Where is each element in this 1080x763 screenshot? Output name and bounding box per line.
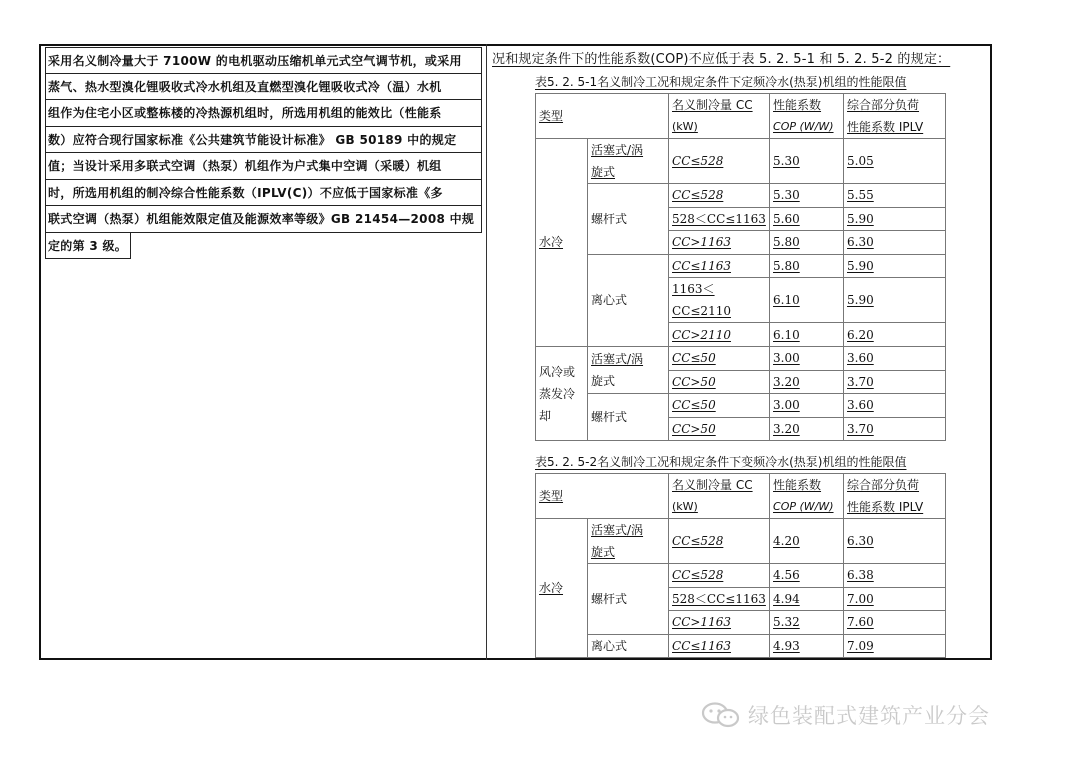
cell-iplv: 6.30 [844,519,946,564]
column-divider [486,44,487,660]
header-iplv: 综合部分负荷 性能系数 IPLV [844,94,946,139]
text-line: 定的第 3 级。 [45,233,131,260]
cell-cc: CC≤1163 [669,634,770,658]
subtype-screw: 螺杆式 [588,184,669,255]
cell-iplv: 7.60 [844,611,946,635]
cell-cc: CC>2110 [669,323,770,347]
cell-cop: 3.20 [770,417,844,441]
cell-iplv: 3.70 [844,417,946,441]
right-heading: 况和规定条件下的性能系数(COP)不应低于表 5. 2. 5-1 和 5. 2. 5-2 的规定： [492,52,951,67]
cell-cop: 5.60 [770,207,844,231]
cell-iplv: 3.70 [844,370,946,394]
cell-cop: 5.32 [770,611,844,635]
subtype-piston: 活塞式/涡 旋式 [588,346,669,393]
cell-iplv: 6.20 [844,323,946,347]
header-iplv: 综合部分负荷 性能系数 IPLV [844,474,946,519]
cell-cop: 5.30 [770,139,844,184]
table2 [535,473,946,658]
cell-cc: CC≤528 [669,139,770,184]
cell-cop: 4.93 [770,634,844,658]
cell-cc: 1163＜CC≤2110 [669,278,770,323]
cell-iplv: 5.90 [844,254,946,278]
text-line: 联式空调（热泵）机组能效限定值及能源效率等级》GB 21454—2008 中规 [45,206,482,233]
cell-iplv: 6.38 [844,564,946,588]
cell-iplv: 5.90 [844,278,946,323]
subtype-piston: 活塞式/涡 旋式 [588,519,669,564]
cell-cc: CC≤528 [669,564,770,588]
category-water-cooled: 水冷 [536,519,588,658]
cell-cc: CC>1163 [669,231,770,255]
cell-cop: 6.10 [770,278,844,323]
cell-cop: 5.80 [770,231,844,255]
text-line: 值；当设计采用多联式空调（热泵）机组作为户式集中空调（采暖）机组 [45,153,482,180]
cell-cc: CC≤1163 [669,254,770,278]
cell-cop: 5.30 [770,184,844,208]
text-line: 采用名义制冷量大于 7100W 的电机驱动压缩机单元式空气调节机，或采用 [45,47,482,74]
cell-cop: 6.10 [770,323,844,347]
cell-cop: 5.80 [770,254,844,278]
cell-iplv: 6.30 [844,231,946,255]
text-line: 数）应符合现行国家标准《公共建筑节能设计标准》 GB 50189 中的规定 [45,127,482,154]
text-line: 组作为住宅小区或整栋楼的冷热源机组时，所选用机组的能效比（性能系 [45,100,482,127]
cell-cc: CC≤528 [669,184,770,208]
watermark [700,700,990,730]
table1 [535,93,946,441]
cell-iplv: 7.09 [844,634,946,658]
cell-cop: 3.00 [770,346,844,370]
subtype-centrifugal: 离心式 [588,254,669,346]
subtype-screw: 螺杆式 [588,394,669,441]
table1-caption: 表5. 2. 5-1名义制冷工况和规定条件下定频冷水(热泵)机组的性能限值 [535,75,907,89]
cell-iplv: 3.60 [844,346,946,370]
category-water-cooled: 水冷 [536,139,588,347]
cell-cc: CC≤528 [669,519,770,564]
cell-iplv: 5.55 [844,184,946,208]
cell-cc: CC≤50 [669,346,770,370]
subtype-screw: 螺杆式 [588,564,669,635]
table2-caption: 表5. 2. 5-2名义制冷工况和规定条件下变频冷水(热泵)机组的性能限值 [535,455,907,469]
subtype-piston: 活塞式/涡 旋式 [588,139,669,184]
category-air-cooled: 风冷或 蒸发冷 却 [536,346,588,440]
subtype-centrifugal: 离心式 [588,634,669,658]
header-capacity: 名义制冷量 CC (kW) [669,474,770,519]
wechat-icon [700,701,742,729]
cell-cc: CC>50 [669,370,770,394]
header-cop: 性能系数 COP (W/W) [770,474,844,519]
watermark-text: 绿色装配式建筑产业分会 [748,704,990,728]
cell-cc: CC>50 [669,417,770,441]
cell-cop: 4.94 [770,587,844,611]
cell-iplv: 5.05 [844,139,946,184]
cell-iplv: 7.00 [844,587,946,611]
header-cop: 性能系数 COP (W/W) [770,94,844,139]
cell-cc: CC>1163 [669,611,770,635]
cell-iplv: 5.90 [844,207,946,231]
header-capacity: 名义制冷量 CC (kW) [669,94,770,139]
cell-iplv: 3.60 [844,394,946,418]
cell-cc: 528＜CC≤1163 [669,587,770,611]
cell-cc: CC≤50 [669,394,770,418]
cell-cop: 3.00 [770,394,844,418]
text-line: 蒸气、热水型溴化锂吸收式冷水机组及直燃型溴化锂吸收式冷（温）水机 [45,74,482,101]
cell-cop: 4.20 [770,519,844,564]
cell-cc: 528＜CC≤1163 [669,207,770,231]
header-type: 类型 [536,474,669,519]
header-type: 类型 [536,94,669,139]
left-text-column [45,47,482,259]
cell-cop: 3.20 [770,370,844,394]
text-line: 时，所选用机组的制冷综合性能系数（IPLV(C)）不应低于国家标准《多 [45,180,482,207]
cell-cop: 4.56 [770,564,844,588]
